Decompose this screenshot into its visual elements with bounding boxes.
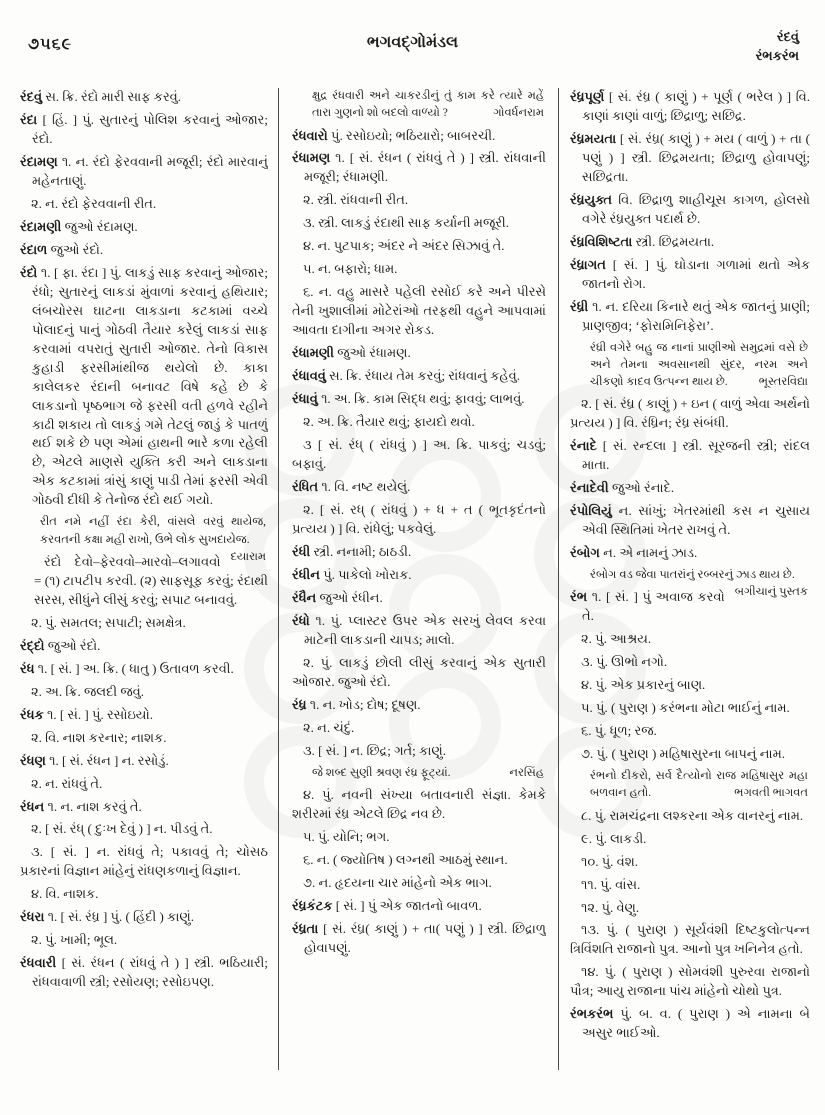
dictionary-entry: રંધ્રકંટક [ સં. ] પું એક જાતનો બાવળ. bbox=[292, 897, 482, 913]
dictionary-entry: રંદામણી જુઓ રંદામણ. bbox=[20, 218, 138, 234]
quotation: ક્ષુદ્ર રંધવારી અને ચાકરડીનું તું કામ કરે ત્યારે મહેં તારા ગુણનો શો બદલો વાળ્યો ? ગોવર્ધનરામ bbox=[312, 88, 544, 123]
dictionary-entry: રંધણ ૧. [ સં. રંધન ] ન. રસોડું. bbox=[20, 752, 169, 768]
quotation: રંધ્રી વગેરે બહુ જ નાનાં પ્રાણીઓ સમુદ્રમાં વસે છે અને તેમના અવસાનથી સુંદર, નરમ અને ચીકણો કાદવ ઉત્પન્ન થાય છે. ભૂસ્તરવિદ્યા bbox=[590, 340, 808, 392]
dictionary-entry: રંનાદેવી જુઓ રંનાદે. bbox=[570, 480, 675, 496]
page-number: ૭૫૬૯ bbox=[28, 36, 73, 53]
sub-sense: ૪. પું. એક પ્રકારનું બાણ. bbox=[581, 677, 706, 693]
sub-sense: ૨. પું. લાકડું છોલી લીસું કરવાનું એક સુતારી ઓજાર. જુઓ રંદો. bbox=[292, 654, 546, 689]
quote-attribution: ગોવર્ધનરામ bbox=[493, 107, 544, 120]
sub-sense: ૧૩. પું. ( પુરાણ ) સૂર્યવંશી દિષ્ટકુલોત્પન્ન ત્રિવિંશતિ રાજાનો પુત્ર. આનો પુત્ર ખનિનેત્ર હતો. bbox=[570, 922, 810, 957]
dictionary-entry: રંધામણ ૧. [ સં. રંધન ( રાંધવું તે ) ] સ્ત્રી. રાંધવાની મજૂરી; રંધામણી. bbox=[292, 150, 546, 185]
dictionary-entry: રંધ્ર ૧. ન. ખોડ; દોષ; દૂષણ. bbox=[292, 696, 421, 712]
quote-attribution: બગીચાનું પુસ્તક bbox=[734, 586, 808, 599]
sub-sense: ૪. ન. પુટપાક; અંદર ને અંદર સિઝાવું તે. bbox=[303, 238, 505, 254]
dictionary-entry: રંધૈન જુઓ રંધીન. bbox=[292, 589, 383, 605]
sub-sense: ૧૪. પું. ( પુરાણ ) સોમવંશી પુરુરવા રાજાનો પૌત્ર; આયુ રાજાના પાંચ માંહેનો ચોથો પુત્ર. bbox=[570, 964, 810, 999]
dictionary-entry: રંદ્દો જુઓ રંદો. bbox=[20, 637, 101, 653]
headword: રંધ્રી bbox=[570, 298, 589, 314]
quote-attribution: ભૂસ્તરવિદ્યા bbox=[758, 376, 808, 389]
sub-sense: ૨. ન. ચંદું. bbox=[303, 719, 355, 735]
text-column-3 bbox=[570, 88, 810, 1078]
dictionary-entry: રંધવારી [ સં. રંધન ( રાંધવું તે ) ] સ્ત્રી. ભઠિયારી; રાંધવાવાળી સ્ત્રી; રસોયણ; રસોઇપણ. bbox=[20, 955, 268, 990]
dictionary-entry: રંધન ૧. ન. નાશ કરવું તે. bbox=[20, 798, 142, 814]
sub-sense: ૮. પું. રામચંદ્રના લશ્કરના એક વાનરનું નામ. bbox=[581, 807, 804, 823]
sub-sense: ૨. ન. રંદો ફેરવવાની રીત. bbox=[31, 195, 157, 211]
headword: રંધ bbox=[20, 660, 35, 676]
headword: રંધ્રયુક્ત bbox=[570, 191, 612, 207]
sub-sense: ૭. પું. ( પુરાણ ) મહિષાસુરના બાપનું નામ. bbox=[581, 746, 786, 762]
headword: રંધી bbox=[292, 543, 311, 559]
dictionary-entry: રંધ્રમયતા [ સં. રંધ્ર( કાણું ) + મય ( વાળું ) + તા ( પણું ) ] સ્ત્રી. છિદ્રમયતા; છિદ્રાળુ હોવાપણું; સછિદ્રતા. bbox=[570, 130, 810, 184]
quotation: રંભનો દીકરો, સર્વ દૈત્યોનો રાજ મહિષાસુર મહા બળવાન હતો. ભગવતી ભાગવત bbox=[590, 768, 808, 803]
sub-sense: ૫. પું. ( પુરાણ ) કરંભના મોટા ભાઈનું નામ. bbox=[581, 700, 790, 716]
dictionary-entry: રંધી સ્ત્રી. નનામી; ઠાઠડી. bbox=[292, 543, 412, 559]
sub-sense: ૭. ન. હૃદયના ચાર માંહેનો એક ભાગ. bbox=[303, 874, 492, 890]
dictionary-entry: રંધીન પું. પાકેલો ખોરાક. bbox=[292, 566, 412, 582]
dictionary-entry: રંદાળ જુઓ રંદો. bbox=[20, 241, 104, 257]
headword: રંધામણી bbox=[292, 345, 334, 361]
dictionary-entry: રંધ ૧. [ સં. ] અ. ક્રિ. ( ધાતુ ) ઉતાવળ કરવી. bbox=[20, 660, 234, 676]
quotation: રીત નમે નહીં રંદા કેરી, વાંસલે વરવું થાયેજ, કરવતની કક્ષા મહી રાખો, ઉભે લોક સુખદાયેજ. દયારામ bbox=[40, 514, 266, 549]
sub-sense: ૨. સ્ત્રી. રાંધવાની રીત. bbox=[303, 192, 409, 208]
sub-sense: ૨. [ સં. રધ્ ( રાંધવું ) + ધ + ત ( ભૂતકૃદંતનો પ્રત્યય ) ] વિ. રાંધેલું; પકવેલું. bbox=[292, 501, 546, 536]
text-column-1 bbox=[20, 88, 268, 1078]
sub-sense: ૪. પું. નવની સંખ્યા બતાવનારી સંજ્ઞા. કેમકે શરીરમાં રંધ્ર એટલે છિદ્ર નવ છે. bbox=[292, 786, 546, 821]
dictionary-entry: રંબોગ ન. એ નામનું ઝાડ. bbox=[570, 545, 698, 561]
headword: રંભકરંભ bbox=[570, 1006, 614, 1022]
guide-word-first: રંદવું bbox=[776, 29, 799, 44]
headword: રંધવારો bbox=[292, 127, 328, 143]
headword: રંભ bbox=[570, 589, 588, 605]
headword: રંધૈન bbox=[292, 589, 317, 605]
sub-sense: ૪. વિ. નાશક. bbox=[31, 886, 99, 902]
dictionary-entry: રંધાવવું સ. ક્રિ. રંધાય તેમ કરવું; રાંધવાનું કહેવું. bbox=[292, 368, 521, 384]
headword: રંધવારી bbox=[20, 955, 57, 971]
headword: રંદો bbox=[20, 264, 38, 280]
dictionary-entry: રંદવું સ. ક્રિ. રંદો મારી સાફ કરવું. bbox=[20, 89, 182, 104]
headword: રંધ્રતા bbox=[292, 920, 319, 936]
quotation: રંબોગ વડ જેવા પાતરાંનું રબ્બરનું ઝાડ થાય છે. બગીચાનું પુસ્તક bbox=[590, 567, 808, 584]
column-divider bbox=[558, 88, 559, 1070]
dictionary-entry: રંધિત ૧. વિ. નષ્ટ થયેલું. bbox=[292, 479, 411, 494]
headword: રંદાળ bbox=[20, 241, 48, 257]
headword: રંધ્રમયતા bbox=[570, 130, 617, 146]
sub-sense: ૫. પું. યોનિ; ભગ. bbox=[303, 828, 390, 844]
page-title: ભગવદ્ગોમંડલ bbox=[366, 34, 459, 51]
column-divider bbox=[278, 88, 279, 1070]
headword: રંધ્રવિશિષ્ટતા bbox=[570, 233, 633, 249]
sub-sense: ૩ [ સં. રંધ્ ( રાંધવું ) ] અ. ક્રિ. પાકવું; ચડવું; બફાવું. bbox=[292, 437, 546, 472]
text-column-2 bbox=[292, 88, 546, 1078]
quote-attribution: નરસિંહ bbox=[509, 766, 544, 779]
headword: રંધીન bbox=[292, 566, 320, 582]
quote-attribution: ભગવતી ભાગવત bbox=[734, 787, 808, 800]
sub-sense: ૩. સ્ત્રી. લાકડું રંદાથી સાફ કર્યાની મજૂરી. bbox=[303, 215, 509, 231]
dictionary-entry: રંભકરંભ પું. બ. વ. ( પુરાણ ) એ નામના બે અસુર ભાઈઓ. bbox=[570, 1006, 810, 1041]
headword: રંધાવવું bbox=[292, 368, 326, 384]
headword: રંધો bbox=[292, 612, 310, 628]
sub-sense: ૨. [ સં. રંધ્ ( દુઃખ દેવું ) ] ન. પીડવું તે. bbox=[31, 821, 213, 837]
headword: રંધાવું bbox=[292, 391, 318, 407]
sub-sense: ૨. પું. આશ્રય. bbox=[581, 631, 652, 647]
sub-sense: ૨. [ સં. રંધ્ર ( કાણું ) + ઇન ( વાળું એવા અર્થનો પ્રત્યય ) ] વિ. રંધ્રિન; રંધ્ર સંબંધી. bbox=[570, 396, 810, 431]
headword: રંનાદે bbox=[570, 438, 597, 454]
dictionary-entry: રંધામણી જુઓ રંધામણ. bbox=[292, 345, 411, 361]
sub-sense: ૩. [ સં. ] ન. છિદ્ર; ગર્ત; કાણું. bbox=[303, 742, 446, 758]
headword: રંપોલિયું bbox=[570, 503, 612, 519]
sub-sense: ૨. વિ. નાશ કરનાર; નાશક. bbox=[31, 729, 167, 745]
dictionary-entry: રંધક ૧. [ સં. ] પું. રસોઇયો. bbox=[20, 706, 153, 722]
headword: રંધામણ bbox=[292, 150, 331, 166]
dictionary-entry: રંધ્રી ૧. ન. દરિયા કિનારે થતું એક જાતનું પ્રાણી; પ્રાણજીવ; ‘ફોરામિનિફેરા’. bbox=[570, 298, 810, 333]
sub-sense: ૨. પું. સમતલ; સપાટી; સમક્ષેત્ર. bbox=[31, 614, 186, 630]
headword: રંધ્રાગત bbox=[570, 256, 606, 272]
dictionary-entry: રંધ્રપૂર્ણ [ સં. રંધ્ર ( કાણું ) + પૂર્ણ ( ભરેલ ) ] વિ. કાણાં કાણાં વાળું; છિદ્રાળુ; સછિદ્ર. bbox=[570, 89, 810, 123]
headword: રંદામણી bbox=[20, 218, 62, 234]
sub-sense: ૨. પું. ખામી; ભૂલ. bbox=[31, 932, 118, 948]
sub-sense: ૨. અ. ક્રિ. તૈયાર થવું; ફાયદો થવો. bbox=[303, 414, 475, 430]
sub-sense: ૧૦. પું. વંશ. bbox=[581, 853, 639, 869]
dictionary-entry: રંધરા ૧. [ સં. રંધ્ર ] પું. ( હિંદી ) કાણું. bbox=[20, 909, 194, 925]
headword: રંદામણ bbox=[20, 153, 58, 169]
dictionary-entry: રંદો ૧. [ ફા. રંદા ] પું. લાકડું સાફ કરવાનું ઓજાર; રંધો; સુતારનું લાકડાં મુંવાળાં કરવાનું હથિયાર; લંબચોરસ ઘાટના લાકડાના કટકામાં વચ્ચે પોલાદનું પાનું ગોઠવી તૈયાર કરેલું લાકડાં સાફ કરવામાં વપરાતું સુતારી ઓજાર. તેનો વિકાસ કુહાડી ફરસીમાંથીજ થયેલો છે. કાકા કાલેલકર રંદાની બનાવટ વિષે કહે છે કે લાકડાનો પૃષ્ઠભાગ જે ફરસી વતી હળવે રહીને કાઢી શકાય તો લાકડું ગમે તેટલું જાડું કે પાતળું થઈ શકે છે પણ એમાં હાથની ભારે કળા રહેલી છે, એટલે માણસે યુક્તિ કરી અને લાકડાના એક કટકામાં ત્રાંસું કાણું પાડી તેમાં ફરસી એવી ગોઠવી દીધી કે તેનોજ રંદો થઈ ગયો. bbox=[20, 264, 268, 508]
quotation: જે શબ્દ સુણી શ્રવણ રંધ્ર ફૂટ્યાં. નરસિંહ bbox=[312, 765, 544, 782]
headword: રંદ્દો bbox=[20, 637, 45, 653]
sub-sense: ૩. પું. ઊભો નગો. bbox=[581, 654, 668, 670]
dictionary-entry: રંધવારો પું. રસોઇયો; ભઠિયારો; બાબરચી. bbox=[292, 127, 496, 143]
headword: રંધણ bbox=[20, 752, 46, 768]
dictionary-entry: રંધાવું ૧. અ. ક્રિ. કામ સિદ્ધ થવું; ફાવવું; લાભવું. bbox=[292, 391, 525, 407]
guide-words bbox=[756, 28, 799, 66]
dictionary-entry: રંનાદે [ સં. રન્દલા ] સ્ત્રી. સૂરજની સ્ત્રી; રાંદલ માતા. bbox=[570, 438, 810, 473]
headword: રંધન bbox=[20, 798, 45, 814]
dictionary-entry: રંધ્રાગત [ સં. ] પું. ઘોડાના ગળામાં થતો એક જાતનો રોગ. bbox=[570, 256, 810, 291]
dictionary-entry: રંભ ૧. [ સં. ] પું અવાજ કરવો તે. bbox=[570, 589, 725, 624]
dictionary-entry: રંધ્રવિશિષ્ટતા સ્ત્રી. છિદ્રમયતા. bbox=[570, 233, 715, 249]
headword: રંધરા bbox=[20, 909, 45, 925]
headword: રંબોગ bbox=[570, 545, 600, 561]
sub-sense: ૬. ન. ( જ્યોતિષ ) લગ્નથી આઠમું સ્થાન. bbox=[303, 851, 508, 867]
sub-sense: ૬. ન. વહુ માસરે પહેલી રસોઈ કરે અને પીરસે તેની ખુશાલીમાં મોટેરાંઓ તરફથી વહુને આપવામાં આવતા દાગીના અગર રોકડ. bbox=[292, 284, 546, 338]
sub-sense: ૩. [ સં. ] ન. રાંધવું તે; પકાવવું તે; ચોસઠ પ્રકારનાં વિજ્ઞાન માંહેનું રાંધણકળાનું વિજ્ઞાન. bbox=[20, 844, 268, 879]
sub-sense: ૨. ન. રાંધવું તે. bbox=[31, 775, 103, 791]
dictionary-entry: રંધો ૧. પું. પ્લાસ્ટર ઉપર એક સરખું લેવલ કરવા માટેની લાકડાની ચાપડ; માલો. bbox=[292, 612, 546, 647]
dictionary-entry: રંધ્રતા [ સં. રંધ્ર( કાણું ) + તા( પણું ) ] સ્ત્રી. છિદ્રાળુ હોવાપણું. bbox=[292, 920, 546, 955]
headword: રંધક bbox=[20, 706, 44, 722]
headword: રંદવું bbox=[20, 89, 43, 104]
headword: રંધ્રપૂર્ણ bbox=[570, 89, 605, 104]
sub-sense: ૬. પું. ધૂળ; રજ. bbox=[581, 723, 657, 739]
sub-sense: ૧૧. પું. વાંસ. bbox=[581, 876, 641, 892]
sub-sense: ૫. ન. બફારો; ધામ. bbox=[303, 261, 398, 277]
headword: રંધ્રકંટક bbox=[292, 897, 333, 913]
guide-word-last: રંભકરંભ bbox=[755, 47, 799, 63]
dictionary-entry: રંપોલિયું ન. સાંખું; ખેતરમાંથી કસ ન ચુસાય એવી સ્થિતિમાં ખેતર રાખવું તે. bbox=[570, 503, 810, 538]
dictionary-entry: રંધ્રયુક્ત વિ. છિદ્રાળુ શાહીચૂસ કાગળ, હોલસો વગેરે રંધ્રયુક્ત પદાર્થ છે. bbox=[570, 191, 810, 226]
dictionary-entry: રંદામણ ૧. ન. રંદો ફેરવવાની મજૂરી; રંદો મારવાનું મહેનતાણું. bbox=[20, 153, 268, 188]
headword: રંધિત bbox=[292, 479, 319, 494]
usage-note: રંદો દેવો–ફેરવવો–મારવો–લગાવવો = (૧) ટાપટીપ કરવી. (૨) સાફસૂફ કરવું; રંદાથી સરસ, સીધુંને લીસું કરવું; સપાટ બનાવવું. bbox=[34, 553, 268, 607]
sub-sense: ૨. અ. ક્રિ. જલદી જવું. bbox=[31, 683, 144, 699]
headword: રંદા bbox=[20, 111, 38, 127]
sub-sense: ૯. પું. લાકડી. bbox=[581, 830, 647, 846]
quote-attribution: દયારામ bbox=[230, 550, 266, 563]
dictionary-entry: રંદા [ હિં. ] પું. સુતારનું પોલિશ કરવાનું ઓજાર; રંદો. bbox=[20, 111, 268, 146]
headword: રંધ્ર bbox=[292, 696, 307, 712]
sub-sense: ૧૨. પું. વેણુ. bbox=[581, 899, 640, 915]
headword: રંનાદેવી bbox=[570, 480, 609, 496]
